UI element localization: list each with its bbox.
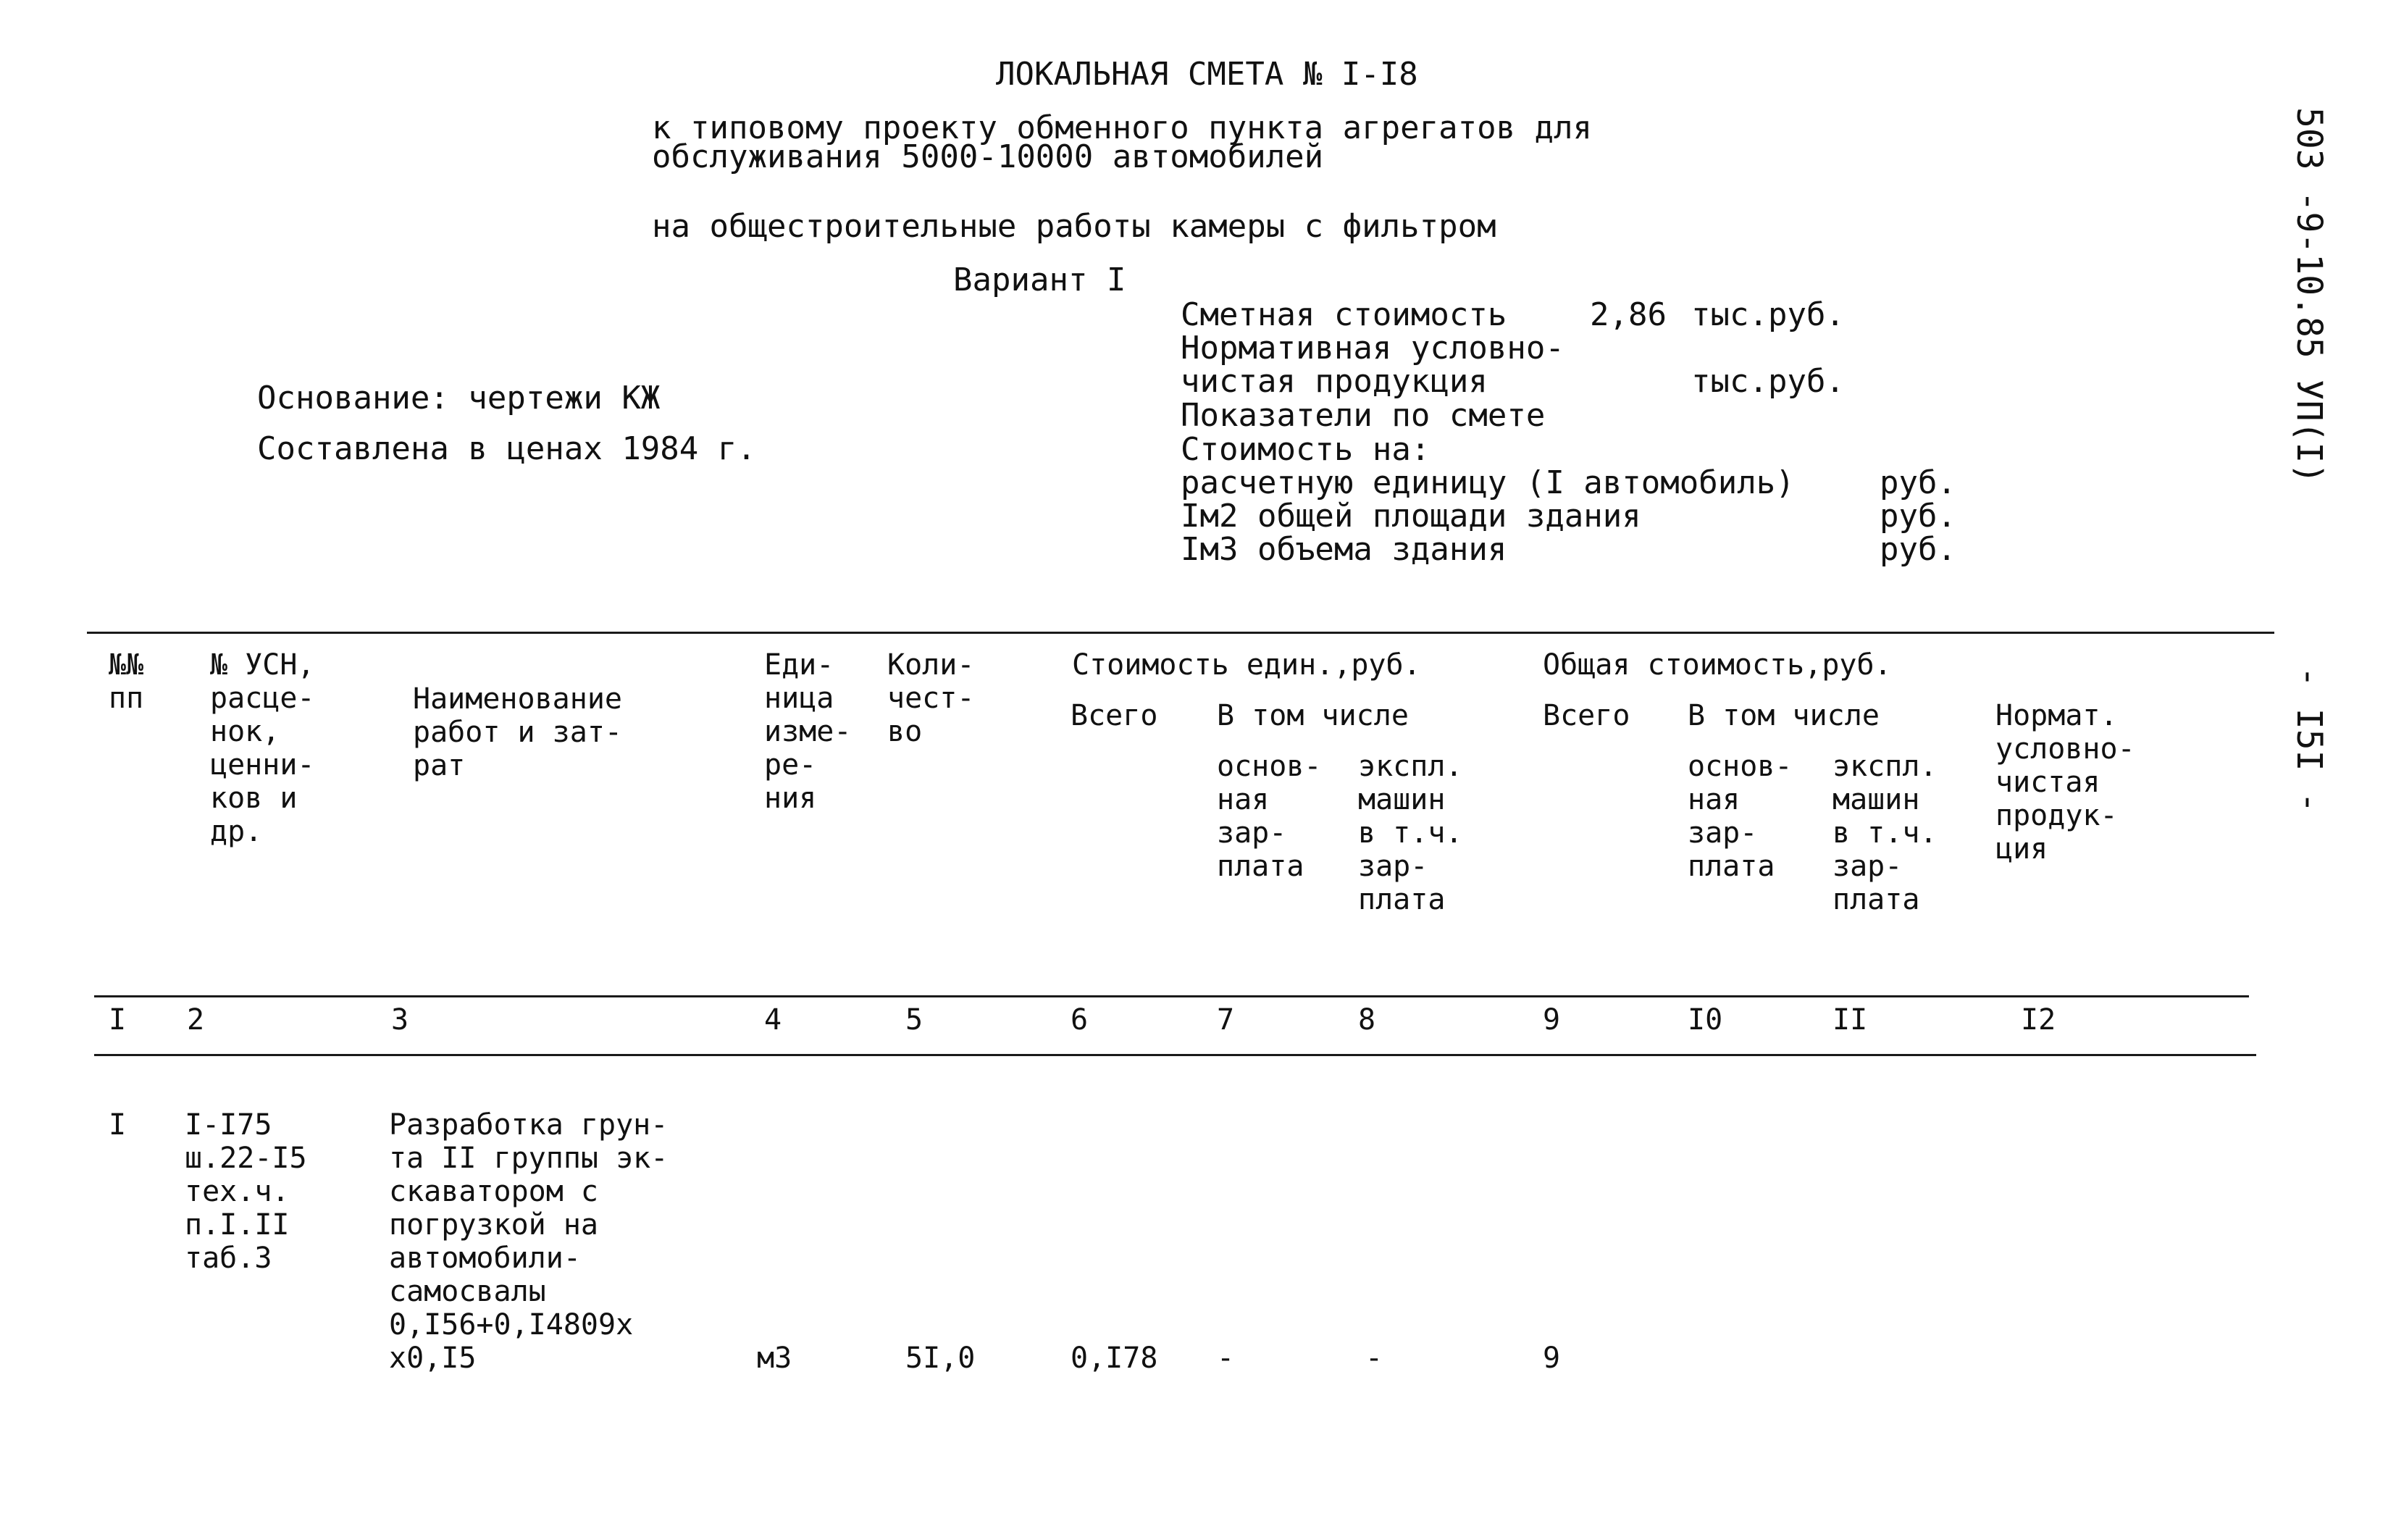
cost-unit: тыс.руб.	[1691, 296, 1845, 333]
header-col-unit: Еди- ница изме- ре- ния	[764, 648, 852, 815]
header-col-name: Наименование работ и зат- рат	[413, 682, 622, 782]
header-unit-cost: Стоимость един.,руб.	[1072, 648, 1421, 682]
col-numbers-rule	[94, 1054, 2256, 1056]
cost-value: 2,86	[1590, 296, 1667, 333]
col-number-10: I0	[1688, 1003, 1723, 1037]
document-code: 503 -9-10.85 УП(I)	[2289, 107, 2329, 485]
row-1-unit-wage: -	[1217, 1342, 1235, 1375]
col-number-2: 2	[187, 1003, 205, 1037]
header-col-num: №№ пп	[109, 648, 144, 715]
header-unit-wage: основ- ная зар- плата	[1217, 750, 1322, 883]
table-top-rule	[87, 632, 2274, 634]
row-1-num: I	[109, 1108, 127, 1142]
row-1-code: I-I75 ш.22-I5 тех.ч. п.I.II таб.3	[185, 1108, 307, 1275]
header-total-total: Всего	[1543, 699, 1630, 732]
per-volume-label: Iм3 объема здания	[1181, 531, 1507, 568]
subtitle-line-1: к типовому проекту обменного пункта агрегатов для	[652, 109, 1593, 146]
works-description: на общестроительные работы камеры с фильтром	[652, 208, 1496, 245]
basis-drawings: Основание: чертежи КЖ	[257, 380, 661, 417]
header-total-cost: Общая стоимость,руб.	[1543, 648, 1892, 682]
header-total-incl: В том числе	[1688, 699, 1880, 732]
per-unit-label: расчетную единицу (I автомобиль)	[1181, 464, 1795, 501]
document-title: ЛОКАЛЬНАЯ СМЕТА № I-I8	[996, 56, 1418, 93]
subtitle-line-2: обслуживания 5000-10000 автомобилей	[652, 138, 1324, 175]
row-1-total: 9	[1543, 1342, 1561, 1375]
row-1-unit-total: 0,I78	[1071, 1342, 1158, 1375]
row-1-name: Разработка грун- та II группы эк- скаватором с погрузкой на автомобили- самосвалы 0,I56+0,I4809x x0,I5	[389, 1108, 669, 1375]
basis-prices: Составлена в ценах 1984 г.	[257, 430, 756, 467]
col-number-9: 9	[1543, 1003, 1561, 1037]
per-volume-unit: руб.	[1880, 531, 1956, 568]
row-1-unit-mach: -	[1365, 1342, 1383, 1375]
col-number-8: 8	[1358, 1003, 1376, 1037]
col-number-12: I2	[2021, 1003, 2056, 1037]
col-number-11: II	[1832, 1003, 1868, 1037]
page-number: - I5I -	[2289, 666, 2329, 813]
per-unit-unit: руб.	[1880, 464, 1956, 501]
header-unit-mach: экспл. машин в т.ч. зар- плата	[1358, 750, 1463, 916]
col-number-1: I	[109, 1003, 127, 1037]
cost-per-label: Стоимость на:	[1181, 431, 1431, 468]
normative-label-2: чистая продукция	[1181, 363, 1488, 400]
normative-unit: тыс.руб.	[1691, 363, 1845, 400]
per-area-unit: руб.	[1880, 498, 1956, 535]
row-1-qty: 5I,0	[905, 1342, 976, 1375]
indicators-label: Показатели по смете	[1181, 397, 1546, 434]
row-1-unit: м3	[757, 1342, 792, 1375]
header-total-wage: основ- ная зар- плата	[1688, 750, 1793, 883]
variant-label: Вариант I	[953, 261, 1126, 298]
col-number-7: 7	[1217, 1003, 1235, 1037]
col-number-4: 4	[764, 1003, 782, 1037]
col-number-5: 5	[905, 1003, 923, 1037]
header-unit-incl: В том числе	[1217, 699, 1409, 732]
per-area-label: Iм2 общей площади здания	[1181, 498, 1641, 535]
normative-label-1: Нормативная условно-	[1181, 330, 1564, 367]
col-number-6: 6	[1071, 1003, 1089, 1037]
header-bottom-rule	[94, 995, 2249, 997]
header-normative: Нормат. условно- чистая продук- ция	[1995, 699, 2135, 866]
header-unit-total: Всего	[1071, 699, 1158, 732]
header-col-code: № УСН, расце- нок, ценни- ков и др.	[210, 648, 315, 848]
header-total-mach: экспл. машин в т.ч. зар- плата	[1832, 750, 1938, 916]
cost-label: Сметная стоимость	[1181, 296, 1507, 333]
header-col-qty: Коли- чест- во	[887, 648, 975, 748]
col-number-3: 3	[391, 1003, 409, 1037]
